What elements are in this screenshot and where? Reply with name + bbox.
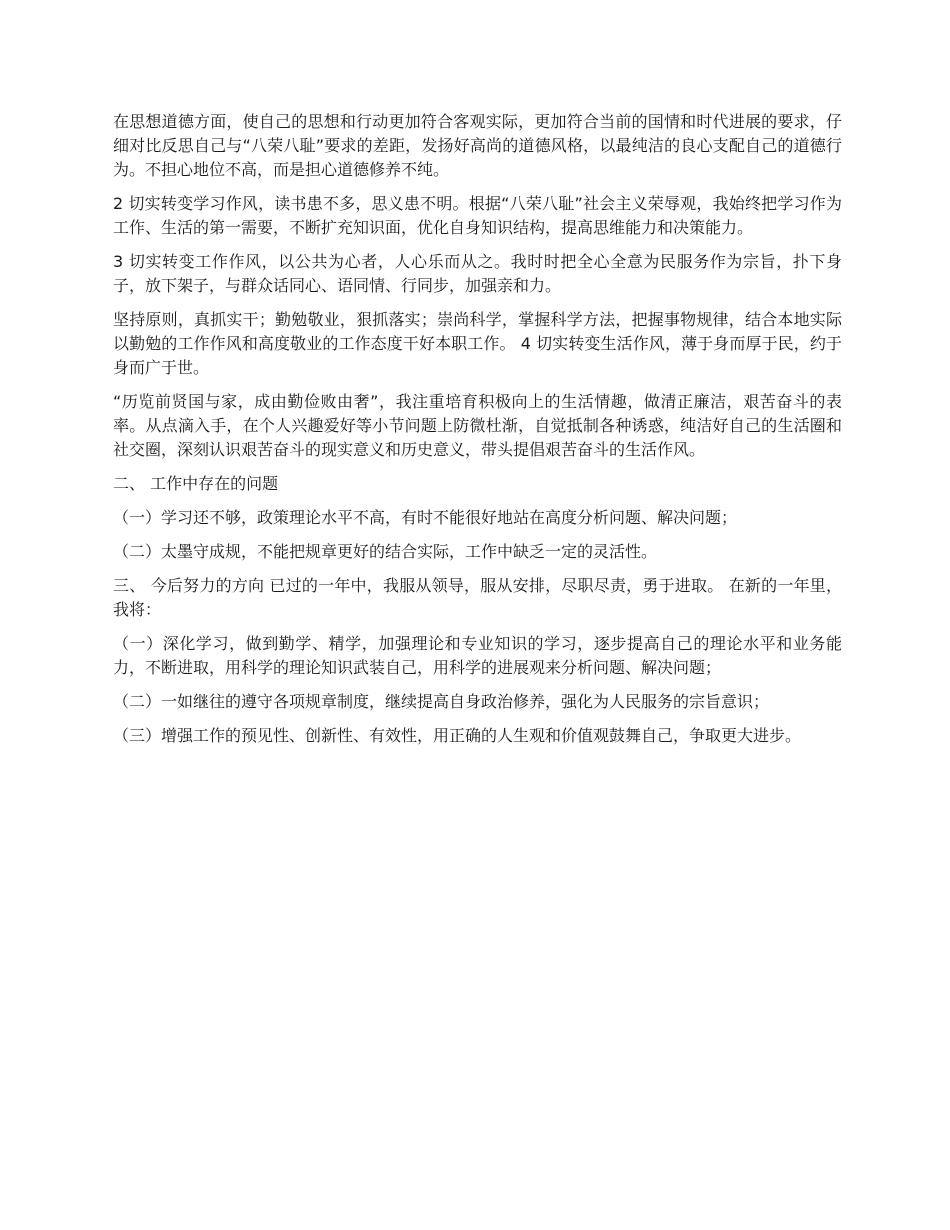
- list-item-problem-2: （二）太墨守成规，不能把规章更好的结合实际，工作中缺乏一定的灵活性。: [113, 542, 658, 561]
- paragraph-moral-conduct: 在思想道德方面，使自己的思想和行动更加符合客观实际，更加符合当前的国情和时代进展的要求，仔细对比反思自己与“八荣八耻”要求的差距，发扬好高尚的道德风格，以最纯洁的良心支配自己的道德行为。不担心地位不高，而是担心道德修养不纯。: [113, 112, 842, 179]
- paragraph-study-style: 2 切实转变学习作风，读书患不多，思义患不明。根据“八荣八耻”社会主义荣辱观，我始终把学习作为工作、生活的第一需要，不断扩充知识面，优化自身知识结构，提高思维能力和决策能力。: [113, 194, 842, 237]
- section-heading-problems: 二、 工作中存在的问题: [113, 474, 279, 493]
- list-item-plan-1: （一）深化学习，做到勤学、精学，加强理论和专业知识的学习，逐步提高自己的理论水平和业务能力，不断进取，用科学的理论知识武装自己，用科学的进展观来分析问题、解决问题；: [113, 634, 842, 677]
- paragraph-frugality: “历览前贤国与家，成由勤俭败由奢”，我注重培育积极向上的生活情趣，做清正廉洁，艰苦奋斗的表率。从点滴入手，在个人兴趣爱好等小节问题上防微杜渐，自觉抵制各种诱惑，纯洁好自己的生活圈和社交圈，深刻认识艰苦奋斗的现实意义和历史意义，带头提倡艰苦奋斗的生活作风。: [113, 392, 842, 459]
- document-page: [113, 110, 842, 758]
- list-item-plan-3: （三）增强工作的预见性、创新性、有效性，用正确的人生观和价值观鼓舞自己，争取更大进步。: [113, 726, 802, 745]
- paragraph-work-style: 3 切实转变工作作风，以公共为心者，人心乐而从之。我时时把全心全意为民服务作为宗旨，扑下身子，放下架子，与群众话同心、语同情、行同步，加强亲和力。: [113, 252, 842, 295]
- list-item-problem-1: （一）学习还不够，政策理论水平不高，有时不能很好地站在高度分析问题、解决问题；: [113, 508, 738, 527]
- list-item-plan-2: （二）一如继往的遵守各项规章制度，继续提高自身政治修养，强化为人民服务的宗旨意识；: [113, 692, 770, 711]
- paragraph-principles: 坚持原则，真抓实干；勤勉敬业，狠抓落实；崇尚科学，掌握科学方法，把握事物规律，结合本地实际以勤勉的工作作风和高度敬业的工作态度干好本职工作。 4 切实转变生活作风，薄于身而厚于民，约于身而广于世。: [113, 310, 842, 377]
- section-heading-direction: 三、 今后努力的方向 已过的一年中，我服从领导，服从安排，尽职尽责，勇于进取。 在新的一年里，我将：: [113, 576, 842, 619]
